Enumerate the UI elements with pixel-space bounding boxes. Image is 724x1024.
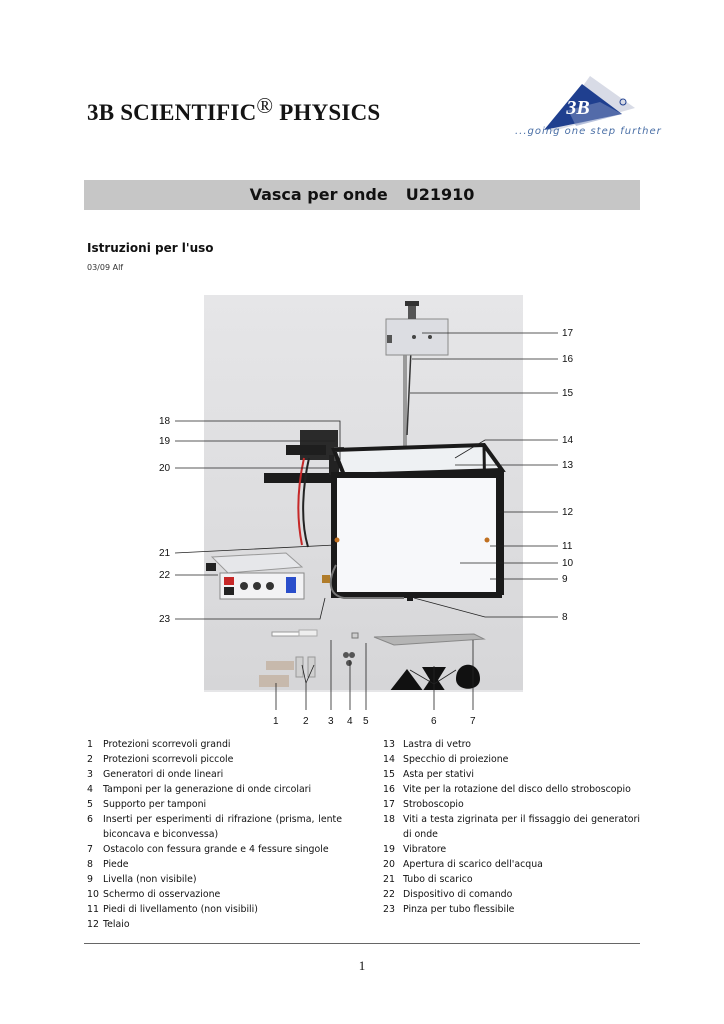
legend-number: 16 [383, 784, 395, 795]
legend-text: Ostacolo con fessura grande e 4 fessure singole [103, 844, 329, 855]
legend-item [87, 812, 342, 842]
legend-text: Lastra di vetro [403, 739, 472, 750]
callout-1: 1 [273, 716, 279, 727]
legend-number: 6 [87, 814, 93, 825]
legend-left [87, 737, 342, 932]
legend-number: 23 [383, 904, 395, 915]
legend-number: 4 [87, 784, 93, 795]
legend-number: 13 [383, 739, 395, 750]
callout-13: 13 [562, 460, 574, 471]
callout-3: 3 [328, 716, 334, 727]
callout-10: 10 [562, 558, 574, 569]
legend-item [87, 902, 342, 917]
legend-number: 8 [87, 859, 93, 870]
legend-number: 21 [383, 874, 395, 885]
callout-22: 22 [159, 570, 171, 581]
legend-item [383, 902, 640, 917]
legend-text: Vibratore [403, 844, 447, 855]
callout-12: 12 [562, 507, 574, 518]
callout-8: 8 [562, 612, 568, 623]
legend-number: 19 [383, 844, 395, 855]
legend-item [87, 872, 342, 887]
section-heading: Istruzioni per l'uso [87, 241, 214, 255]
legend-text: Schermo di osservazione [103, 889, 221, 900]
legend-item [383, 767, 640, 782]
legend-number: 3 [87, 769, 93, 780]
legend-text: Tubo di scarico [403, 874, 473, 885]
legend-text: Tamponi per la generazione di onde circolari [103, 784, 312, 795]
legend-item [383, 752, 640, 767]
callout-20: 20 [159, 463, 171, 474]
callout-15: 15 [562, 388, 574, 399]
legend-number: 1 [87, 739, 93, 750]
legend-text: Protezioni scorrevoli piccole [103, 754, 234, 765]
legend-number: 7 [87, 844, 93, 855]
legend-number: 17 [383, 799, 395, 810]
callout-18: 18 [159, 416, 171, 427]
legend-item [383, 872, 640, 887]
title-bar [84, 180, 640, 210]
product-name: Vasca per onde [249, 185, 388, 204]
revision-date: 03/09 Alf [87, 263, 124, 272]
legend-number: 10 [87, 889, 99, 900]
legend-number: 11 [87, 904, 99, 915]
callout-17: 17 [562, 328, 574, 339]
legend-text: Piede [103, 859, 129, 870]
legend-text: Dispositivo di comando [403, 889, 513, 900]
legend-item [383, 842, 640, 857]
callout-21: 21 [159, 548, 171, 559]
legend-item [87, 917, 342, 932]
callout-4: 4 [347, 716, 353, 727]
legend-text: Inserti per esperimenti di rifrazione (prisma, lente biconcava e biconvessa) [103, 814, 342, 840]
legend-right [383, 737, 640, 917]
registered-mark: ® [256, 93, 274, 118]
callout-6: 6 [431, 716, 437, 727]
callout-2: 2 [303, 716, 309, 727]
legend-item [87, 737, 342, 752]
legend-text: Vite per la rotazione del disco dello stroboscopio [403, 784, 631, 795]
legend-item [87, 767, 342, 782]
legend-item [87, 782, 342, 797]
legend-item [383, 812, 640, 842]
legend-item [87, 857, 342, 872]
legend-number: 9 [87, 874, 93, 885]
legend-item [87, 797, 342, 812]
legend-number: 15 [383, 769, 395, 780]
callout-19: 19 [159, 436, 171, 447]
legend-number: 18 [383, 814, 395, 825]
legend-text: Stroboscopio [403, 799, 464, 810]
legend-text: Pinza per tubo flessibile [403, 904, 515, 915]
legend-number: 5 [87, 799, 93, 810]
legend-text: Viti a testa zigrinata per il fissaggio dei generatori di onde [403, 814, 640, 840]
product-code: U21910 [405, 185, 475, 204]
legend-number: 20 [383, 859, 395, 870]
legend-item [87, 887, 342, 902]
callout-14: 14 [562, 435, 574, 446]
legend-text: Asta per stativi [403, 769, 474, 780]
legend-text: Telaio [103, 919, 130, 930]
legend-item [383, 737, 640, 752]
legend-text: Piedi di livellamento (non visibili) [103, 904, 258, 915]
legend-text: Protezioni scorrevoli grandi [103, 739, 231, 750]
legend-item [383, 782, 640, 797]
legend-text: Livella (non visibile) [103, 874, 197, 885]
legend-item [87, 842, 342, 857]
page-number: 1 [358, 958, 366, 973]
legend-text: Apertura di scarico dell'acqua [403, 859, 543, 870]
legend-item [383, 797, 640, 812]
callout-9: 9 [562, 574, 568, 585]
legend-number: 14 [383, 754, 395, 765]
callout-23: 23 [159, 614, 171, 625]
brand-suffix: PHYSICS [273, 100, 381, 125]
callout-11: 11 [562, 541, 573, 552]
legend-number: 2 [87, 754, 93, 765]
document-title [84, 185, 640, 204]
callout-7: 7 [470, 716, 476, 727]
legend-text: Specchio di proiezione [403, 754, 509, 765]
legend-text: Generatori di onde lineari [103, 769, 224, 780]
logo-text: 3B [566, 97, 590, 119]
legend-item [383, 857, 640, 872]
brand-main: 3B SCIENTIFIC [87, 100, 257, 125]
legend-number: 12 [87, 919, 99, 930]
callout-16: 16 [562, 354, 574, 365]
product-photo [204, 295, 523, 692]
footer-divider [84, 943, 640, 944]
slogan: ...going one step further [515, 126, 662, 137]
brand-title [87, 93, 381, 126]
legend-text: Supporto per tamponi [103, 799, 207, 810]
legend-item [383, 887, 640, 902]
legend-item [87, 752, 342, 767]
legend-number: 22 [383, 889, 395, 900]
callout-5: 5 [363, 716, 369, 727]
